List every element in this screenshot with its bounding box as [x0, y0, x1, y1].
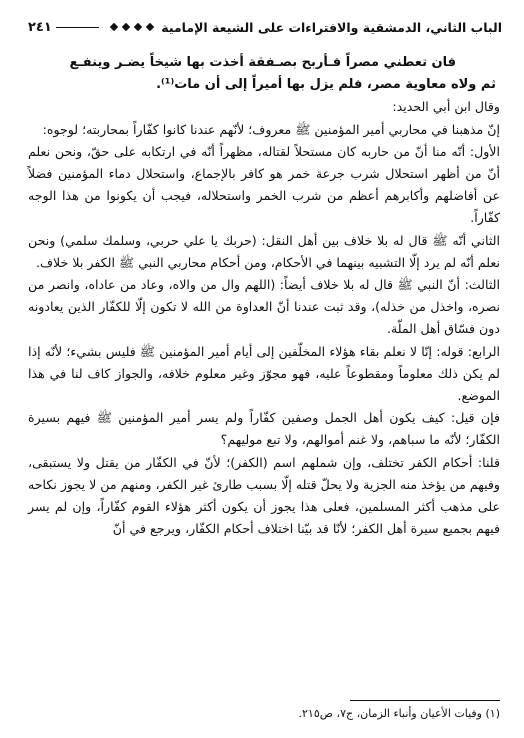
paragraph: الرابع: قوله: إنّا لا نعلم بقاء هؤلاء المخلّفين إلى أيام أمير المؤمنين ﷺ فليس بشيء؛ لأنّه إذا لم يكن ذلك معلوماً ومقطوعاً عليه، فهو مجوّز وغير معلوم خلافه، والجواز كاف لنا في هذا الموضع. [28, 343, 500, 404]
running-header [28, 16, 502, 38]
paragraph: الثالث: أنّ النبي ﷺ قال له بلا خلاف أيضاً: (اللهم وال من والاه، وعاد من عاداه، وانصر من نصره، واخذل من خذله)، وقد ثبت عندنا أنّ العداوة من الله لا تكون إلّا للكفّار الذين يعادونه دون فسّاق أهل الملّة. [28, 277, 500, 337]
page-number: ٢٤١ [28, 19, 52, 35]
header-rule [56, 27, 99, 28]
header-title: الباب الثاني، الدمشقية والافتراءات على الشيعة الإمامية [161, 19, 502, 35]
paragraph-intro: وقال ابن أبي الحديد: [392, 99, 500, 115]
paragraph: قلنا: أحكام الكفر تختلف، وإن شملهم اسم (الكفر)؛ لأنّ في الكفّار من يقتل ولا يستبقى، وفيهم من يؤخذ منه الجزية ولا يحلّ قتله إلّا بسبب طارئ غير الكفر، ومنهم من لا يجوز نكاحه على مذهب أكثر المسلمين، فعلى هذا يجوز أن يكون أكثر هؤلاء القوم كفّاراً، وإن لم يسر فيهم بجميع سيرة أهل الكفر؛ لأنّا قد بيّنا اختلاف أحكام الكفّار، ويرجع في أنّ [28, 454, 500, 537]
paragraph: إنّ مذهبنا في محاربي أمير المؤمنين ﷺ معروف؛ لأنّهم عندنا كانوا كفّاراً بمحاربته؛ لوجوه: [42, 121, 500, 137]
verse-line-1: فان تعطني مصراً فـأربح بصـفقة أخذت بها شيخاً يضـر وينفـع [69, 55, 456, 70]
paragraph: الأول: أنّه منا أنّ من حاربه كان مستحلاً لقتاله، مظهراً أنّه في ارتكابه على حقّ، ونحن نعلم أنّ من أظهر استحلال شرب جرعة خمر هو كافر بالإجماع، واستحلال دماء المؤمنين فضلاً عن أفاضلهم وأكابرهم أعظم من شرب الخمر واستحلاله، فيجب أن يكونوا من هذا الوجه كفّاراً. [28, 143, 500, 226]
footnote-separator [350, 700, 500, 701]
verse-line-2: ثم ولاه معاوية مصر، فلم يزل بها أميراً إلى أن مات⁽¹⁾. [156, 77, 496, 93]
header-ornament-dots [108, 24, 156, 30]
page-body [28, 52, 500, 540]
poetry-verse [28, 52, 500, 96]
paragraph: الثاني أنّه ﷺ قال له بلا خلاف بين أهل النقل: (حربك يا علي حربي، وسلمك سلمي) ونحن نعلم أنّه لم يرد إلّا التشبيه بينهما في الأحكام، ومن أحكام محاربي النبي ﷺ الكفر بلا خلاف. [28, 232, 500, 270]
footnote: (١) وفيات الأعيان وأنباء الزمان، ج٧، ص٢١٥. [298, 707, 500, 720]
paragraph: فإن قيل: كيف يكون أهل الجمل وصفين كفّاراً ولم يسر أمير المؤمنين ﷺ فيهم بسيرة الكفّار؛ لأنّه ما سباهم، ولا غنم أموالهم، ولا تبع موليهم؟ [28, 410, 500, 448]
